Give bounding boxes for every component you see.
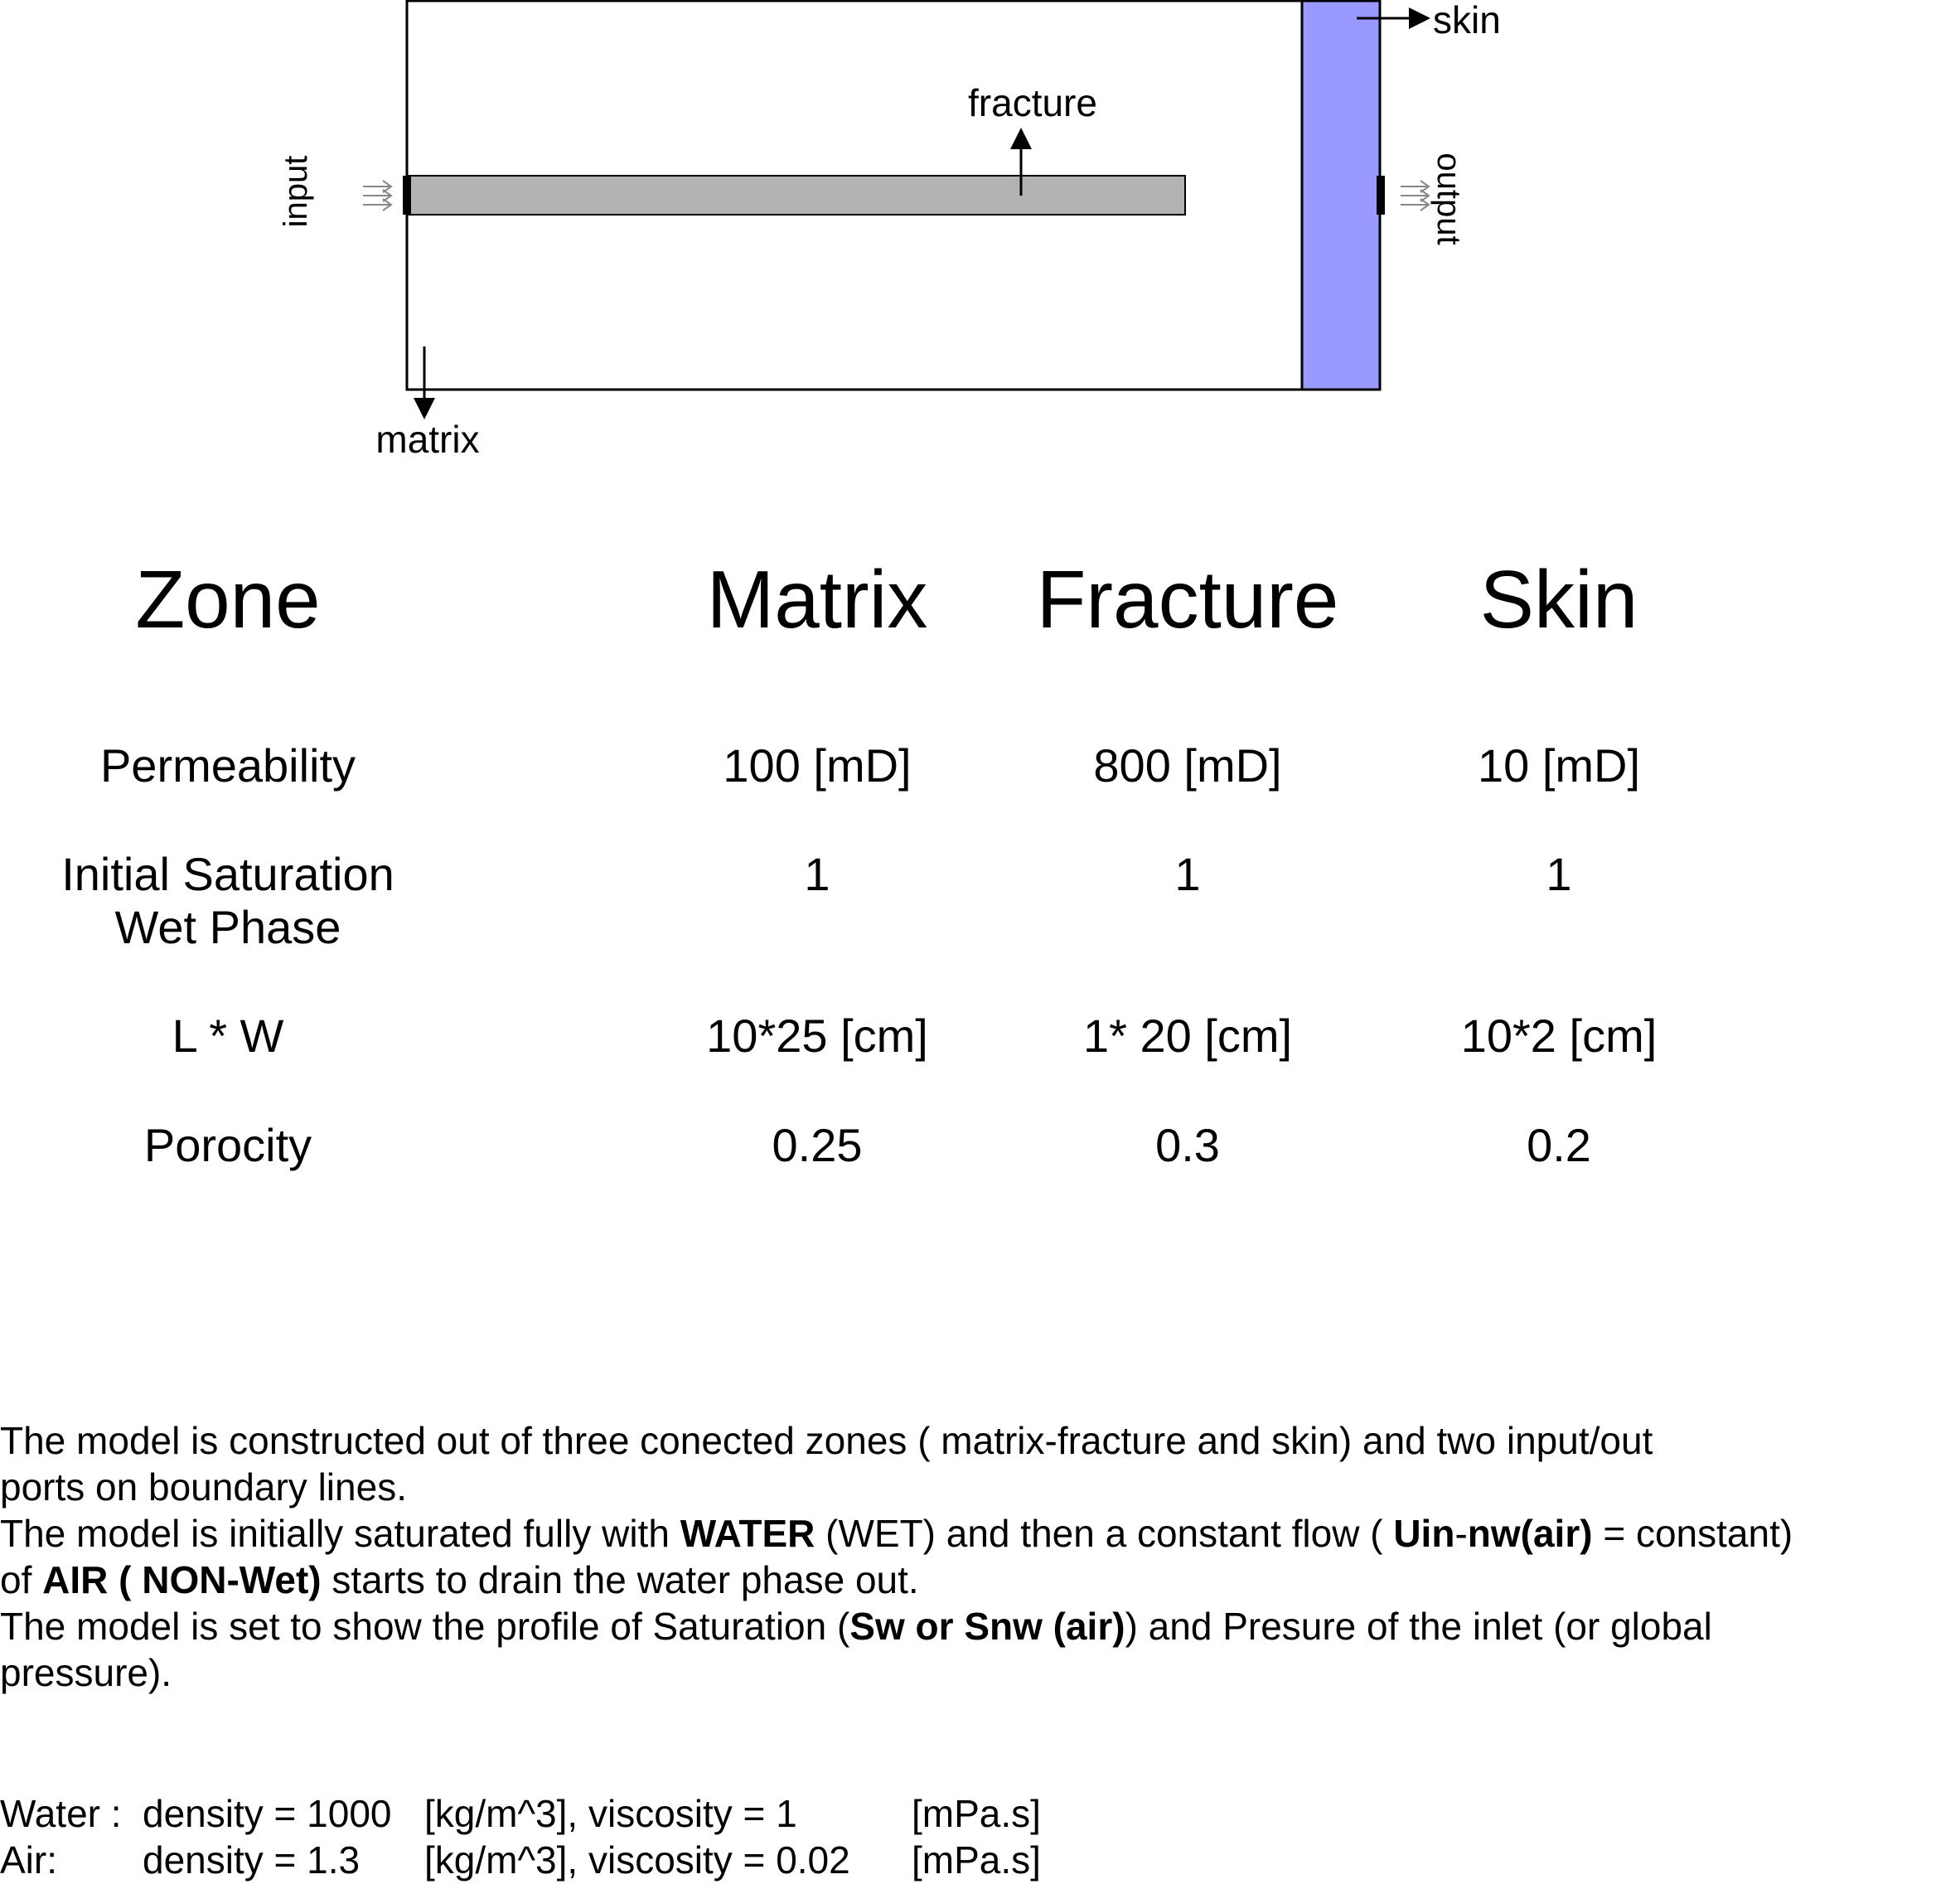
fracture-porosity: 0.3 xyxy=(1155,1119,1220,1171)
input-port xyxy=(403,176,411,215)
row-label-dimensions: L * W xyxy=(172,1010,284,1062)
description-paragraph-1 xyxy=(0,1417,1960,1510)
description-bold-text: Uin xyxy=(1393,1512,1455,1555)
fracture-dimensions: 1* 20 [cm] xyxy=(1082,1010,1293,1062)
description-bold-text: nw(air) xyxy=(1467,1512,1593,1555)
fluid-viscosity-unit: [mPa.s] xyxy=(912,1792,1041,1835)
row-label-initial-saturation xyxy=(61,848,394,954)
description-text: The model is constructed out of three conected zones ( matrix-fracture and skin) and two input/out xyxy=(0,1419,1653,1462)
fluid-name: Water : xyxy=(0,1792,122,1835)
fracture-initial-saturation: 1 xyxy=(1174,848,1201,900)
fracture-label: fracture xyxy=(968,81,1097,124)
description-text: (WET) and then a constant flow ( xyxy=(815,1512,1394,1555)
description-paragraph-3 xyxy=(0,1603,1960,1696)
output-flow-arrows-icon xyxy=(1401,181,1429,211)
row-label-permeability: Permeability xyxy=(99,739,356,792)
model-diagram xyxy=(0,0,1960,497)
description-text: The model is initially saturated fully with xyxy=(0,1512,680,1555)
skin-dimensions: 10*2 [cm] xyxy=(1460,1010,1658,1062)
description-text: starts to drain the water phase out. xyxy=(321,1558,919,1601)
fluid-density-unit: [kg/m^3], viscosity = 1 xyxy=(424,1792,797,1835)
skin-zone xyxy=(1302,1,1380,390)
output-port xyxy=(1377,176,1385,215)
description-bold-text: AIR ( NON-Wet) xyxy=(42,1558,322,1601)
fracture-zone xyxy=(409,176,1185,215)
description-text: - xyxy=(1454,1512,1468,1555)
description-bold-text: WATER xyxy=(680,1512,815,1555)
model-description xyxy=(0,1417,1960,1696)
fracture-permeability: 800 [mD] xyxy=(1093,739,1282,792)
header-skin: Skin xyxy=(1479,554,1638,645)
output-label: output xyxy=(1430,153,1467,245)
header-zone: Zone xyxy=(135,554,321,645)
description-text: pressure). xyxy=(0,1651,172,1694)
matrix-permeability: 100 [mD] xyxy=(723,739,912,792)
skin-label: skin xyxy=(1433,0,1501,41)
description-bold-text: Sw or Snw (air) xyxy=(849,1605,1125,1648)
skin-porosity: 0.2 xyxy=(1527,1119,1591,1171)
fluid-density: density = 1000 xyxy=(143,1792,392,1835)
description-text: ports on boundary lines. xyxy=(0,1465,407,1509)
header-matrix: Matrix xyxy=(706,554,928,645)
row-label-porosity: Porocity xyxy=(143,1119,312,1171)
skin-permeability: 10 [mD] xyxy=(1477,739,1641,792)
matrix-dimensions: 10*25 [cm] xyxy=(706,1010,928,1062)
fluid-density-unit: [kg/m^3], viscosity = 0.02 xyxy=(424,1838,850,1882)
matrix-porosity: 0.25 xyxy=(772,1119,863,1171)
fluid-density: density = 1.3 xyxy=(143,1838,361,1882)
description-text: = constant) xyxy=(1592,1512,1793,1555)
row-label-line: Initial Saturation xyxy=(61,848,394,900)
matrix-label: matrix xyxy=(375,418,480,461)
description-text: The model is set to show the profile of Saturation ( xyxy=(0,1605,850,1648)
matrix-initial-saturation: 1 xyxy=(804,848,830,900)
input-flow-arrows-icon xyxy=(363,181,391,211)
fluid-name: Air: xyxy=(0,1838,57,1882)
description-paragraph-2 xyxy=(0,1510,1960,1603)
row-label-line: Wet Phase xyxy=(114,901,341,953)
skin-initial-saturation: 1 xyxy=(1546,848,1572,900)
header-fracture: Fracture xyxy=(1036,554,1339,645)
fluid-viscosity-unit: [mPa.s] xyxy=(912,1838,1041,1882)
description-text: of xyxy=(0,1558,43,1601)
description-text: ) and Presure of the inlet (or global xyxy=(1125,1605,1712,1648)
input-label: input xyxy=(278,155,314,228)
